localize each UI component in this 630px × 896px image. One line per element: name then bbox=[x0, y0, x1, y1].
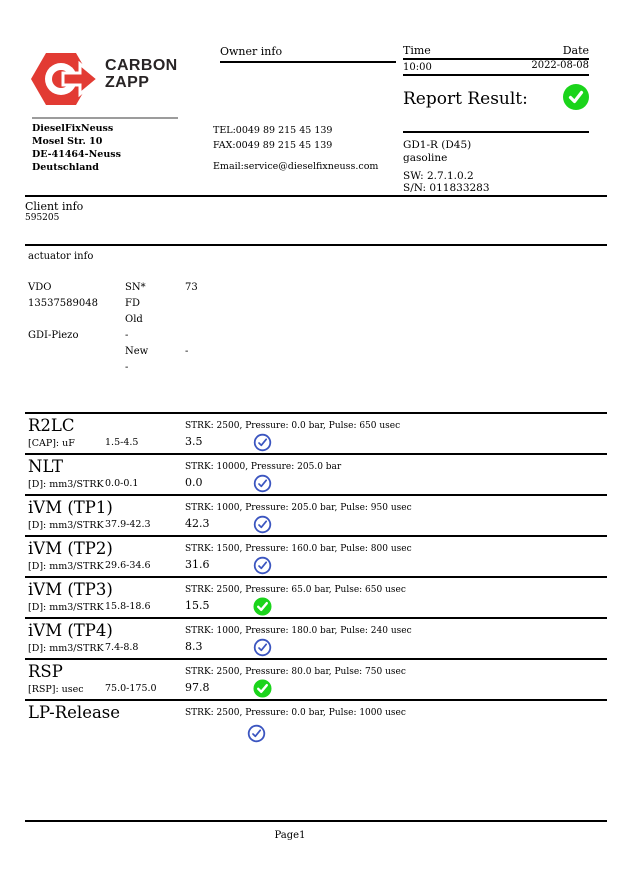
actuator-cell-mid: Old bbox=[125, 314, 143, 325]
test-row bbox=[25, 576, 607, 617]
owner-contact bbox=[213, 123, 378, 174]
actuator-info-grid bbox=[28, 280, 428, 376]
test-allowed-range: 75.0-175.0 bbox=[105, 683, 157, 694]
test-row bbox=[25, 412, 607, 453]
test-parameters: STRK: 2500, Pressure: 65.0 bar, Pulse: 650 usec bbox=[185, 585, 406, 595]
actuator-cell-left bbox=[28, 344, 125, 360]
actuator-cell-right bbox=[185, 360, 428, 376]
footer-divider bbox=[25, 820, 607, 822]
actuator-row bbox=[28, 280, 428, 296]
test-parameters: STRK: 2500, Pressure: 0.0 bar, Pulse: 650 usec bbox=[185, 421, 401, 431]
client-info-label: Client info bbox=[25, 200, 84, 213]
time-date-block bbox=[403, 44, 589, 76]
owner-tel: TEL:0049 89 215 45 139 bbox=[213, 125, 333, 136]
actuator-cell-mid: SN* bbox=[125, 282, 146, 293]
test-row bbox=[25, 699, 607, 740]
owner-email: Email:service@dieselfixneuss.com bbox=[213, 161, 379, 172]
owner-country: Deutschland bbox=[32, 162, 99, 173]
actuator-cell-mid: - bbox=[125, 362, 129, 373]
test-allowed-range: 29.6-34.6 bbox=[105, 560, 151, 571]
device-model: GD1-R (D45) bbox=[403, 139, 472, 151]
green-check-icon bbox=[253, 597, 272, 616]
test-measure-label: [D]: mm3/STRK bbox=[28, 520, 104, 531]
owner-name: DieselFixNeuss bbox=[32, 123, 114, 134]
test-allowed-range: 0.0-0.1 bbox=[105, 478, 139, 489]
blue-check-icon bbox=[253, 556, 272, 575]
test-name: NLT bbox=[28, 457, 64, 476]
test-parameters: STRK: 1500, Pressure: 160.0 bar, Pulse: 800 usec bbox=[185, 544, 412, 554]
actuator-cell-right: 73 bbox=[185, 282, 198, 293]
test-measure-label: [D]: mm3/STRK bbox=[28, 561, 104, 572]
owner-info-header bbox=[220, 45, 396, 63]
test-row bbox=[25, 494, 607, 535]
actuator-cell-left: VDO bbox=[28, 282, 52, 293]
test-allowed-range: 7.4-8.8 bbox=[105, 642, 139, 653]
test-parameters: STRK: 1000, Pressure: 205.0 bar, Pulse: 950 usec bbox=[185, 503, 412, 513]
owner-street: Mosel Str. 10 bbox=[32, 136, 103, 147]
actuator-row bbox=[28, 360, 428, 376]
report-result-label: Report Result: bbox=[403, 89, 528, 109]
test-name: R2LC bbox=[28, 416, 75, 435]
tests-table bbox=[25, 412, 607, 740]
test-row bbox=[25, 658, 607, 699]
actuator-row bbox=[28, 296, 428, 312]
test-measured-value: 8.3 bbox=[185, 640, 203, 653]
time-date-values bbox=[403, 60, 589, 76]
test-name: iVM (TP3) bbox=[28, 580, 113, 599]
actuator-row bbox=[28, 328, 428, 344]
actuator-row bbox=[28, 312, 428, 328]
green-check-icon bbox=[253, 679, 272, 698]
test-measure-label: [D]: mm3/STRK bbox=[28, 602, 104, 613]
report-result-row bbox=[403, 84, 589, 114]
test-measured-value: 42.3 bbox=[185, 517, 210, 530]
owner-city: DE-41464-Neuss bbox=[32, 149, 121, 160]
logo-divider bbox=[32, 117, 178, 119]
test-name: LP-Release bbox=[28, 703, 121, 722]
owner-address bbox=[32, 122, 121, 174]
client-info-section bbox=[25, 195, 607, 223]
test-measured-value: 31.6 bbox=[185, 558, 210, 571]
green-check-icon bbox=[563, 84, 589, 114]
test-parameters: STRK: 10000, Pressure: 205.0 bar bbox=[185, 462, 342, 472]
date-value: 2022-08-08 bbox=[531, 60, 589, 71]
date-label: Date bbox=[562, 44, 589, 57]
carbonzapp-logo-icon bbox=[30, 47, 100, 111]
logo-line1: CARBON bbox=[105, 57, 178, 74]
test-measure-label: [D]: mm3/STRK bbox=[28, 479, 104, 490]
test-measured-value: 3.5 bbox=[185, 435, 203, 448]
test-parameters: STRK: 2500, Pressure: 80.0 bar, Pulse: 750 usec bbox=[185, 667, 406, 677]
blue-check-icon bbox=[253, 474, 272, 493]
actuator-cell-right bbox=[185, 328, 428, 344]
blue-check-icon bbox=[253, 638, 272, 657]
test-measure-label: [CAP]: uF bbox=[28, 438, 75, 449]
test-allowed-range: 15.8-18.6 bbox=[105, 601, 151, 612]
actuator-cell-left: GDI-Piezo bbox=[28, 330, 79, 341]
actuator-row bbox=[28, 344, 428, 360]
actuator-cell-left: 13537589048 bbox=[28, 298, 98, 309]
client-info-value: 595205 bbox=[25, 213, 60, 223]
test-parameters: STRK: 1000, Pressure: 180.0 bar, Pulse: 240 usec bbox=[185, 626, 412, 636]
blue-check-icon bbox=[247, 724, 266, 743]
test-row bbox=[25, 617, 607, 658]
time-value: 10:00 bbox=[403, 62, 432, 73]
test-name: iVM (TP2) bbox=[28, 539, 113, 558]
actuator-cell-mid: - bbox=[125, 330, 129, 341]
test-measured-value: 97.8 bbox=[185, 681, 210, 694]
logo-line2: ZAPP bbox=[105, 74, 150, 91]
owner-fax: FAX:0049 89 215 45 139 bbox=[213, 140, 333, 151]
test-name: RSP bbox=[28, 662, 63, 681]
test-measured-value: 15.5 bbox=[185, 599, 210, 612]
time-date-labels bbox=[403, 44, 589, 60]
device-sw: SW: 2.7.1.0.2 bbox=[403, 170, 474, 182]
device-sn: S/N: 011833283 bbox=[403, 182, 490, 194]
test-row bbox=[25, 453, 607, 494]
test-measured-value: 0.0 bbox=[185, 476, 203, 489]
page-number: Page1 bbox=[274, 830, 306, 841]
client-section-divider bbox=[25, 244, 607, 246]
actuator-cell-mid: New bbox=[125, 346, 149, 357]
actuator-cell-left bbox=[28, 360, 125, 376]
test-measure-label: [RSP]: usec bbox=[28, 684, 84, 695]
test-allowed-range: 37.9-42.3 bbox=[105, 519, 151, 530]
test-name: iVM (TP1) bbox=[28, 498, 113, 517]
test-row bbox=[25, 535, 607, 576]
actuator-cell-right bbox=[185, 312, 428, 328]
blue-check-icon bbox=[253, 433, 272, 452]
device-info bbox=[403, 131, 589, 195]
blue-check-icon bbox=[253, 515, 272, 534]
owner-info-label: Owner info bbox=[220, 45, 283, 58]
device-fuel: gasoline bbox=[403, 152, 448, 164]
actuator-cell-right bbox=[185, 296, 428, 312]
logo-wordmark bbox=[105, 57, 178, 91]
test-name: iVM (TP4) bbox=[28, 621, 113, 640]
actuator-cell-right: - bbox=[185, 346, 189, 357]
test-allowed-range: 1.5-4.5 bbox=[105, 437, 139, 448]
actuator-info-label: actuator info bbox=[28, 251, 94, 262]
actuator-cell-left bbox=[28, 312, 125, 328]
time-label: Time bbox=[403, 44, 431, 57]
actuator-cell-mid: FD bbox=[125, 298, 140, 309]
test-parameters: STRK: 2500, Pressure: 0.0 bar, Pulse: 1000 usec bbox=[185, 708, 406, 718]
test-measure-label: [D]: mm3/STRK bbox=[28, 643, 104, 654]
